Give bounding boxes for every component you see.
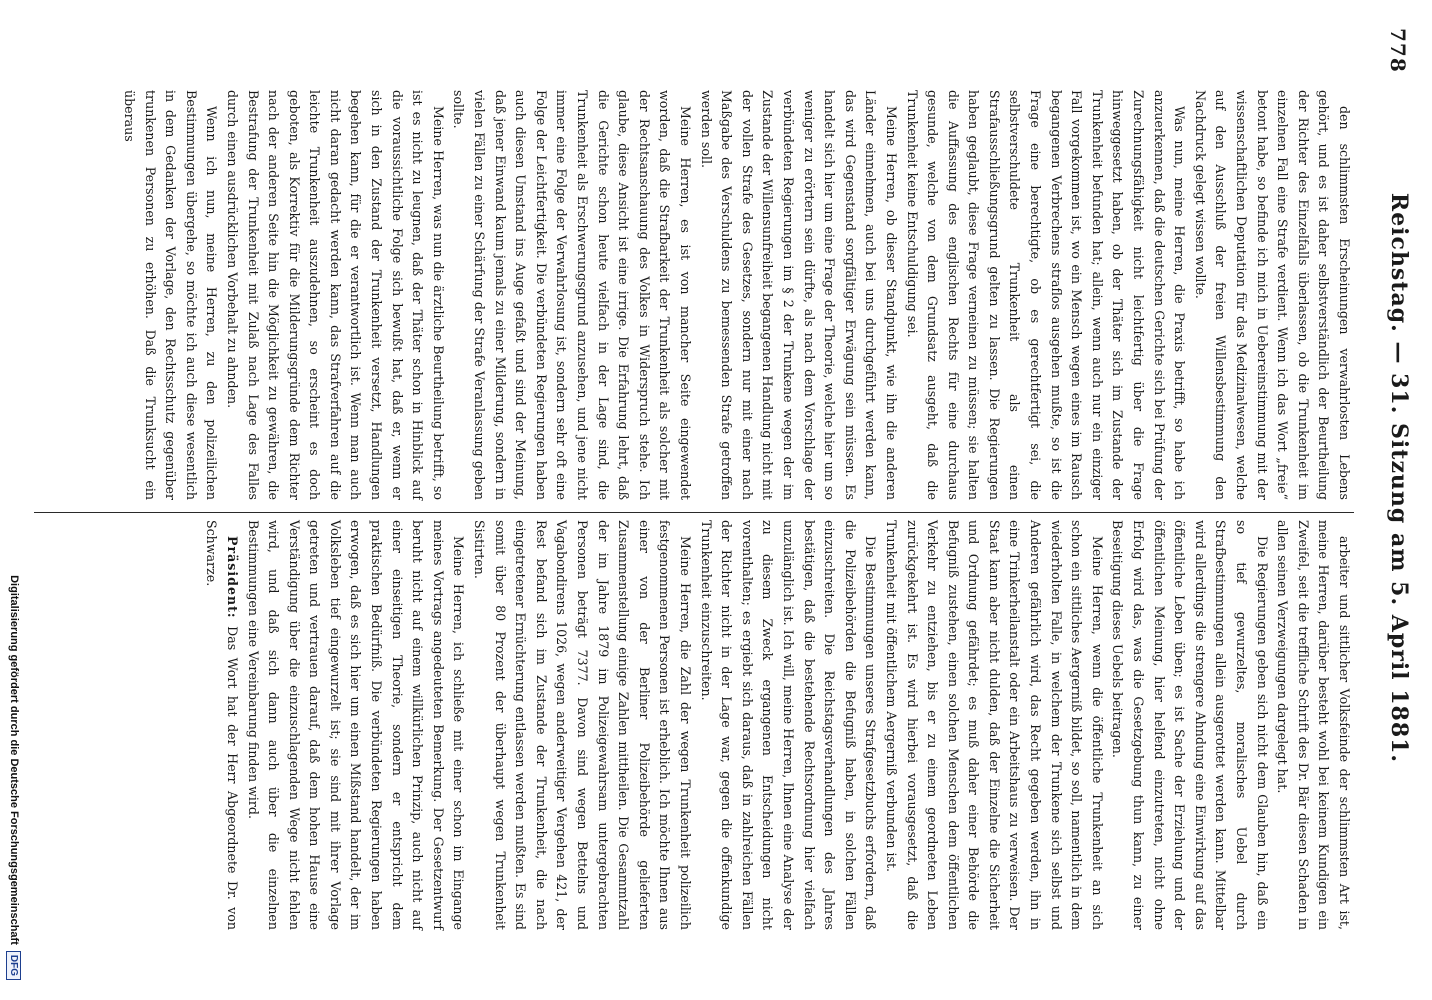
paragraph: Meine Herren, es ist von mancher Seite eingewendet worden, daß die Strafbarkeit der Trunkenheit als solcher mit der Rechtsanschauung des Volkes in Widerspruch stehe. Ich glaube, diese Ansicht ist eine irrige. Die Erfahrung lehrt, daß die Gerichte schon heute vielfach in der Lage sind, die Trunkenheit als Erschwerungsgrund anzusehen, und jene nicht immer eine Folge der Verwahrlosung ist, sondern sehr oft eine Folge der Leichtfertigkeit. Die verbündeten Regierungen haben auch diesen Umstand ins Auge gefaßt und sind der Meinung, daß jener Einwand kaum jemals zu einer Milderung, sondern in vielen Fällen zu einer Schärfung der Strafe Veranlassung geben sollte.	[451, 90, 693, 500]
page-header	[1372, 28, 1412, 928]
paragraph: Meine Herren, ob dieser Standpunkt, wie ihn die anderen Länder einnehmen, auch bei uns durchgeführt werden kann, das wird Gegenstand sorgfältiger Erwägung sein müssen. Es handelt sich hier um eine Frage der Theorie, welche hier um so weniger zu erörtern sein dürfte, als nach dem Vorschlage der verbündeten Regierungen im § 2 der Trunkene wegen der im Zustande der Willensunfreiheit begangenen Handlung nicht mit der vollen Strafe des Gesetzes, sondern nur mit einer nach Maßgabe des Verschuldens zu bemessenden Strafe getroffen werden soll.	[698, 90, 899, 500]
speaker-label: Präsident:	[224, 536, 240, 619]
digitization-credit	[4, 0, 24, 980]
paragraph: Meine Herren, wenn die öffentliche Trunkenheit an sich schon ein sittliches Aergerniß bildet, so soll, namentlich in dem wiederholten Falle, in welchem der Trunkene sich selbst und Anderen gefährlich wird, das Recht gegeben werden, ihn in eine Trinkerheilanstalt oder ein Arbeitshaus zu verweisen. Der Staat kann aber nicht dulden, daß der Einzelne die Sicherheit und Ordnung gefährdet; es muß daher einer Behörde die Befugniß zustehen, einen solchen Menschen dem öffentlichen Verkehr zu entziehen, bis er zu einem geordneten Leben zurückgekehrt ist. Es wird hierbei vorausgesetzt, daß die Trunkenheit mit öffentlichem Aergerniß verbunden ist.	[883, 520, 1105, 930]
paragraph: Wenn ich nun, meine Herren, zu den polizeilichen Bestimmungen übergehe, so möchte ich auch diese wesentlich in dem Gedanken der Vorlage, den Rechtsschutz gegenüber trunkenen Personen zu erhöhen. Daß die Trunksucht ein überaus	[121, 90, 220, 500]
running-head: Reichstag. — 31. Sitzung am 5. April 1881.	[1386, 192, 1412, 764]
credit-text: Digitalisierung gefördert durch die Deutsche Forschungsgemeinschaft	[8, 575, 20, 945]
paragraph: Die Bestimmungen unseres Strafgesetzbuchs erfordern, daß die Polizeibehörden die Befugniß haben, in solchen Fällen einzuschreiten. Die Reichstagsverhandlungen des Jahres bestätigen, daß die bestehende Rechtsordnung hier vielfach unzulänglich ist. Ich will, meine Herren, Ihnen eine Analyse der zu diesem Zweck ergangenen Entscheidungen nicht vorenthalten; es ergiebt sich daraus, daß in zahlreichen Fällen der Richter nicht in der Lage war, gegen die offenkundige Trunkenheit einzuschreiten.	[698, 520, 879, 930]
paragraph: Meine Herren, die Zahl der wegen Trunkenheit polizeilich festgenommenen Personen ist erheblich. Ich möchte Ihnen aus einer von der Berliner Polizeibehörde gelieferten Zusammenstellung einige Zahlen mittheilen. Die Gesammtzahl der im Jahre 1879 im Polizeigewahrsam untergebrachten Personen beträgt 7377. Davon sind wegen Bettelns und Vagabondirens 1026, wegen anderweitiger Vergehen 421, der Rest befand sich im Zustande der Trunkenheit, die nach eingetretener Ernüchterung entlassen werden mußten. Es sind somit über 80 Prozent der überhaupt wegen Trunkenheit Sistirten.	[472, 520, 693, 930]
dfg-logo-icon: DFG	[7, 951, 22, 980]
paragraph: Was nun, meine Herren, die Praxis betrifft, so habe ich anzuerkennen, daß die deutschen Gerichte sich bei Prüfung der Zurechnungsfähigkeit nicht leichtfertig über die Frage hinweggesetzt haben, ob der Thäter sich im Zustande der Trunkenheit befunden hat; allein, wenn auch nur ein einziger Fall vorgekommen ist, wo ein Mensch wegen eines im Rausch begangenen Verbrechens straflos ausgehen mußte, so ist die Frage eine berechtigte, ob es gerechtfertigt sei, die selbstverschuldete Trunkenheit als einen Strafausschließungsgrund gelten zu lassen. Die Regierungen haben geglaubt, diese Frage verneinen zu müssen; sie halten die Auffassung des englischen Rechts für eine durchaus gesunde, welche von dem Grundsatz ausgeht, daß die Trunkenheit keine Entschuldigung sei.	[904, 90, 1188, 500]
text-column-left	[121, 90, 1354, 500]
closing-text: Das Wort hat der Herr Abgeordnete Dr. von Schwarze.	[204, 520, 240, 930]
page-number: 778	[1386, 28, 1410, 73]
paragraph: den schlimmsten Erscheinungen verwahrlosten Lebens gehört, und es ist daher selbstverständlich der Beurtheilung der Richter des Einzelfalls überlassen, ob die Trunkenheit im einzelnen Fall eine Strafe verdient. Wenn ich das Wort „freie“ betont habe, so befinde ich mich in Uebereinstimmung mit der wissenschaftlichen Deputation für das Medizinalwesen, welche auf den Ausschluß der freien Willensbestimmung den Nachdruck gelegt wissen wollte.	[1192, 90, 1352, 500]
paragraph: Meine Herren, ich schließe mit einer schon im Eingange meines Vortrags angedeuteten Bemerkung. Der Gesetzentwurf beruht nicht auf einem willkürlichen Prinzip, auch nicht auf einer einseitigen Theorie, sondern er entspricht dem praktischen Bedürfniß. Die verbündeten Regierungen haben erwogen, daß es sich hier um einen Mißstand handelt, der im Volksleben tief eingewurzelt ist; sie sind mit ihrer Vorlage getreten und vertrauen darauf, daß dem hohen Hause eine Verständigung über die einzuschlagenden Wege nicht fehlen wird, und daß sich dann auch über die einzelnen Bestimmungen eine Vereinbarung finden wird.	[245, 520, 467, 930]
paragraph: Die Regierungen geben sich nicht dem Glauben hin, daß ein so tief gewurzeltes, moralisches Uebel durch Strafbestimmungen allein ausgerottet werden kann. Mittelbar wird allerdings die strengere Ahndung eine Einwirkung auf das öffentliche Leben üben; es ist Sache der Erziehung und der öffentlichen Meinung, hier helfend einzutreten, nicht ohne Erfolg wird das, was die Gesetzgebung thun kann, zu einer Beseitigung dieses Uebels beitragen.	[1110, 520, 1270, 930]
paragraph: Meine Herren, was nun die ärztliche Beurtheilung betrifft, so ist es nicht zu leugnen, daß der Thäter schon in Hinblick auf die voraussichtliche Folge sich bewußt hat, daß er, wenn er sich in den Zustand der Trunkenheit versetzt, Handlungen begehen kann, für die er verantwortlich ist. Wenn man auch nicht daran gedacht werden kann, das Strafverfahren auf die leichte Trunkenheit auszudehnen, so erscheint es doch geboten, als Korrektiv für die Milderungsgründe dem Richter nach der anderen Seite hin die Möglichkeit zu gewähren, die Bestrafung der Trunkenheit mit Zulaß nach Lage des Falles durch einen ausdrücklichen Vorbehalt zu ahnden.	[224, 90, 446, 500]
text-column-right	[34, 520, 1354, 930]
paragraph: arbeiter und sittlicher Volksfeinde der schlimmsten Art ist, meine Herren, darüber besteht wohl bei keinem Kundigen ein Zweifel, seit die treffliche Schrift des Dr. Bär diesen Schaden in allen seinen Verzweigungen dargelegt hat.	[1275, 520, 1352, 930]
closing-paragraph	[201, 520, 242, 930]
column-divider	[34, 512, 1354, 513]
